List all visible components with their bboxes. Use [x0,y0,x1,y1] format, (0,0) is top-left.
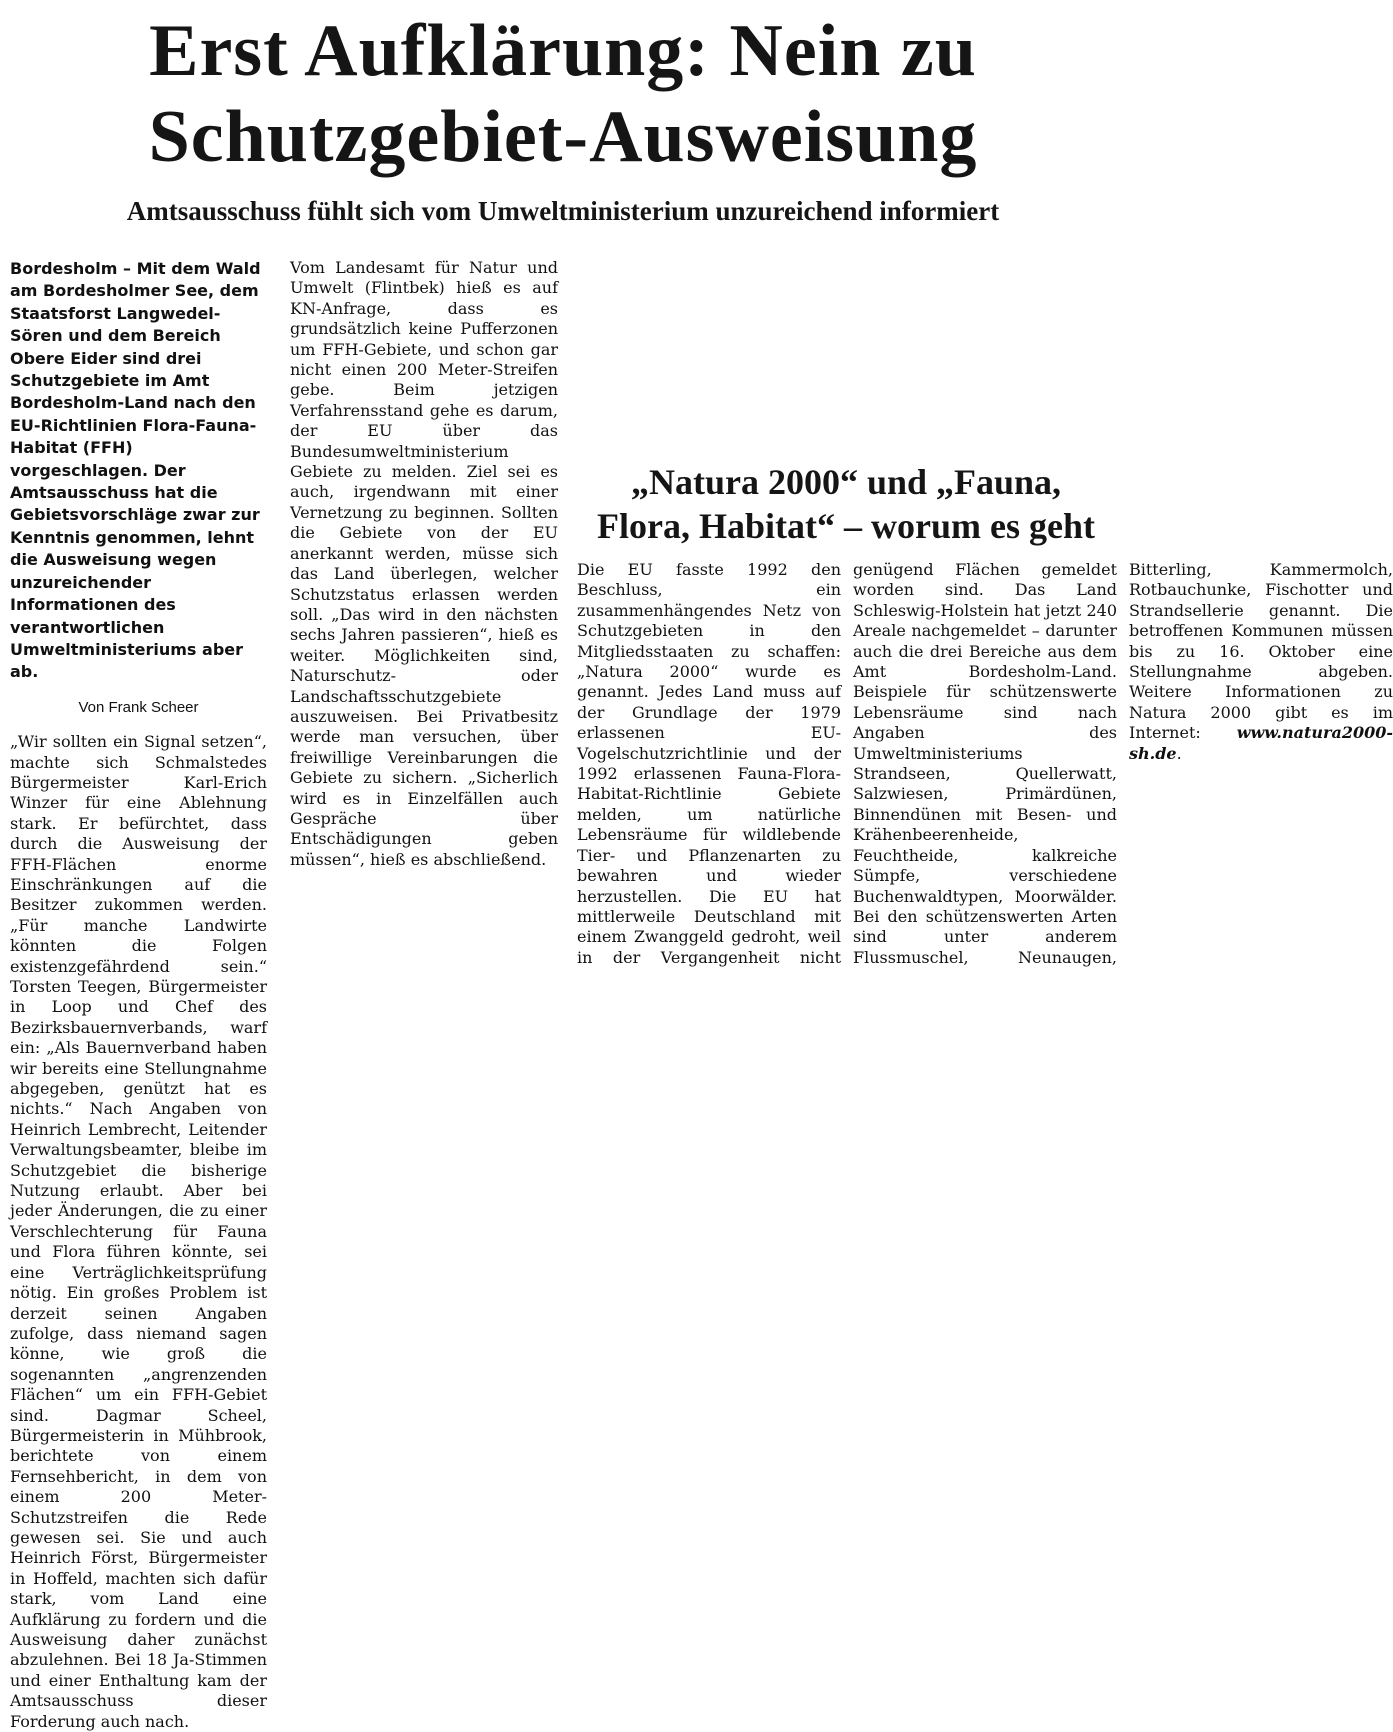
infobox-url[interactable]: www.natura2000-sh.de [1129,723,1393,763]
infobox-text-wrap [577,560,1393,980]
infobox-text-column [577,560,1393,980]
infobox-title-line-1: „Natura 2000“ und „Fauna, [630,462,1062,502]
headline-line-2: Schutzgebiet-Ausweisung [148,96,978,178]
subheadline: Amtsausschuss fühlt sich vom Umweltministerium unzureichend informiert [126,196,1000,226]
infobox-title [571,460,1121,548]
body-paragraph-1a: „Wir sollten ein Signal setzen“, machte sich Schmalstedes Bürgermeister Karl-Erich Winzer für eine Ablehnung stark. Er befürchtet, dass durch die Ausweisung der FFH-Flächen enorme Einschränkungen auf die Besitzer zukommen werden. „Für manche Landwirte könnten die Folgen existenzgefährdend sein.“ Torsten Teegen, Bürgermeister in Loop und Chef des Bezirksbauernverbands, warf ein: „Als Bauernverband haben wir bereits eine Stellungnahme abgegeben, genützt hat es nichts.“ Nach Angaben von Heinrich Lembrecht, Leitender Verwaltungsbeamter, bleibe im Schutzgebiet die bisherige Nutzung erlaubt. Aber bei jeder Änderungen, die zu einer Verschlechterung für Fauna und Flora führen könnte, sei eine Verträglichkeitsprüfung nötig. Ein großes Problem ist derzeit seinen Angaben zufolge, dass niemand sagen könne, wie groß die sogenannten „angrenzenden Flächen“ um ein FFH-Gebiet sind. Dagmar Scheel, Bürgermeisterin in Mühbrook, berichtete von einem Fernsehbericht, in dem von einem 200 Meter-Schutzstreifen die Rede gewesen sei. Sie und auch Heinrich Först, Bürgermeister in Hoffeld, machten sich dafür stark, vom Land eine Aufklärung zu fordern und die Ausweisung daher zunächst abzulehnen. Bei 18 Ja-Stimmen und einer Enthaltung kam der Amtsausschuss dieser Forderung auch nach. [10,732,267,1731]
body-paragraph-2: Vom Landesamt für Natur und Umwelt (Flintbek) hieß es auf KN-Anfrage, dass es grundsätzlich keine Pufferzonen um FFH-Gebiete, und schon gar nicht einen 200 Meter-Streifen gebe. Beim jetzigen Verfahrensstand gehe es darum, der EU über das Bundesumweltministerium Gebiete zu melden. Ziel sei es auch, irgendwann mit einer Vernetzung zu beginnen. Sollten die Gebiete von der EU anerkannt werden, müsse sich das Land überlegen, welcher Schutzstatus erlassen werden soll. „Das wird in den nächsten sechs Jahren passieren“, hieß es weiter. Möglichkeiten sind, Naturschutz- oder Landschaftsschutzgebiete auszuweisen. Bei Privatbesitz werde man versuchen, über freiwillige Vereinbarungen die Gebiete zu sichern. „Sicherlich wird es in Einzelfällen auch Gespräche über Entschädigungen geben müssen“, hieß es abschließend. [290,258,558,869]
headline [0,8,1126,180]
article-column-2 [290,258,558,980]
infobox-title-line-2: Flora, Habitat“ – worum es geht [597,506,1095,546]
lead-paragraph: Bordesholm – Mit dem Wald am Bordesholmer See, dem Staatsforst Langwedel-Sören und dem Bereich Obere Eider sind drei Schutzgebiete im Amt Bordesholm-Land nach den EU-Richtlinien Flora-Fauna-Habitat (FFH) vorgeschlagen. Der Amtsausschuss hat die Gebietsvorschläge zwar zur Kenntnis genommen, lehnt die Ausweisung wegen unzureichender Informationen des verantwortlichen Umweltministeriums aber ab. [10,259,261,682]
infobox-end: . [1176,743,1182,763]
infobox-text: Die EU fasste 1992 den Beschluss, ein zusammenhängendes Netz von Schutzgebieten in den Mitgliedsstaaten zu schaffen: „Natura 2000“ wurde es genannt. Jedes Land muss auf der Grundlage der 1979 erlassenen EU-Vogelschutzrichtlinie und der 1992 erlassenen Fauna-Flora-Habitat-Richtlinie Gebiete melden, um natürliche Lebensräume für wildlebende Tier- und Pflanzenarten zu bewahren und wieder herzustellen. Die EU hat mittlerweile Deutschland mit einem Zwanggeld gedroht, weil in der Vergangenheit nicht genügend Flächen gemeldet worden sind. Das Land Schleswig-Holstein hat jetzt 240 Areale nachgemeldet – darunter auch die drei Bereiche aus dem Amt Bordesholm-Land. Beispiele für schützenswerte Lebensräume sind nach Angaben des Umweltministeriums Strandseen, Quellerwatt, Salzwiesen, Primärdünen, Binnendünen mit Besen- und Krähenbeerenheide, Feuchtheide, kalkreiche Sümpfe, verschiedene Buchenwaldtypen, Moorwälder. Bei den schützenswerten Arten sind unter anderem Flussmuschel, Neunaugen, Bitterling, Kammermolch, Rotbauchunke, Fischotter und Strandsellerie genannt. Die betroffenen Kommunen müssen bis zu 16. Oktober eine Stellungnahme abgeben. Weitere Informationen zu Natura 2000 gibt es im Internet: [577,560,1393,967]
byline: Von Frank Scheer [78,698,199,716]
article-column-1 [10,258,267,1731]
headline-line-1: Erst Aufklärung: Nein zu [149,10,977,92]
